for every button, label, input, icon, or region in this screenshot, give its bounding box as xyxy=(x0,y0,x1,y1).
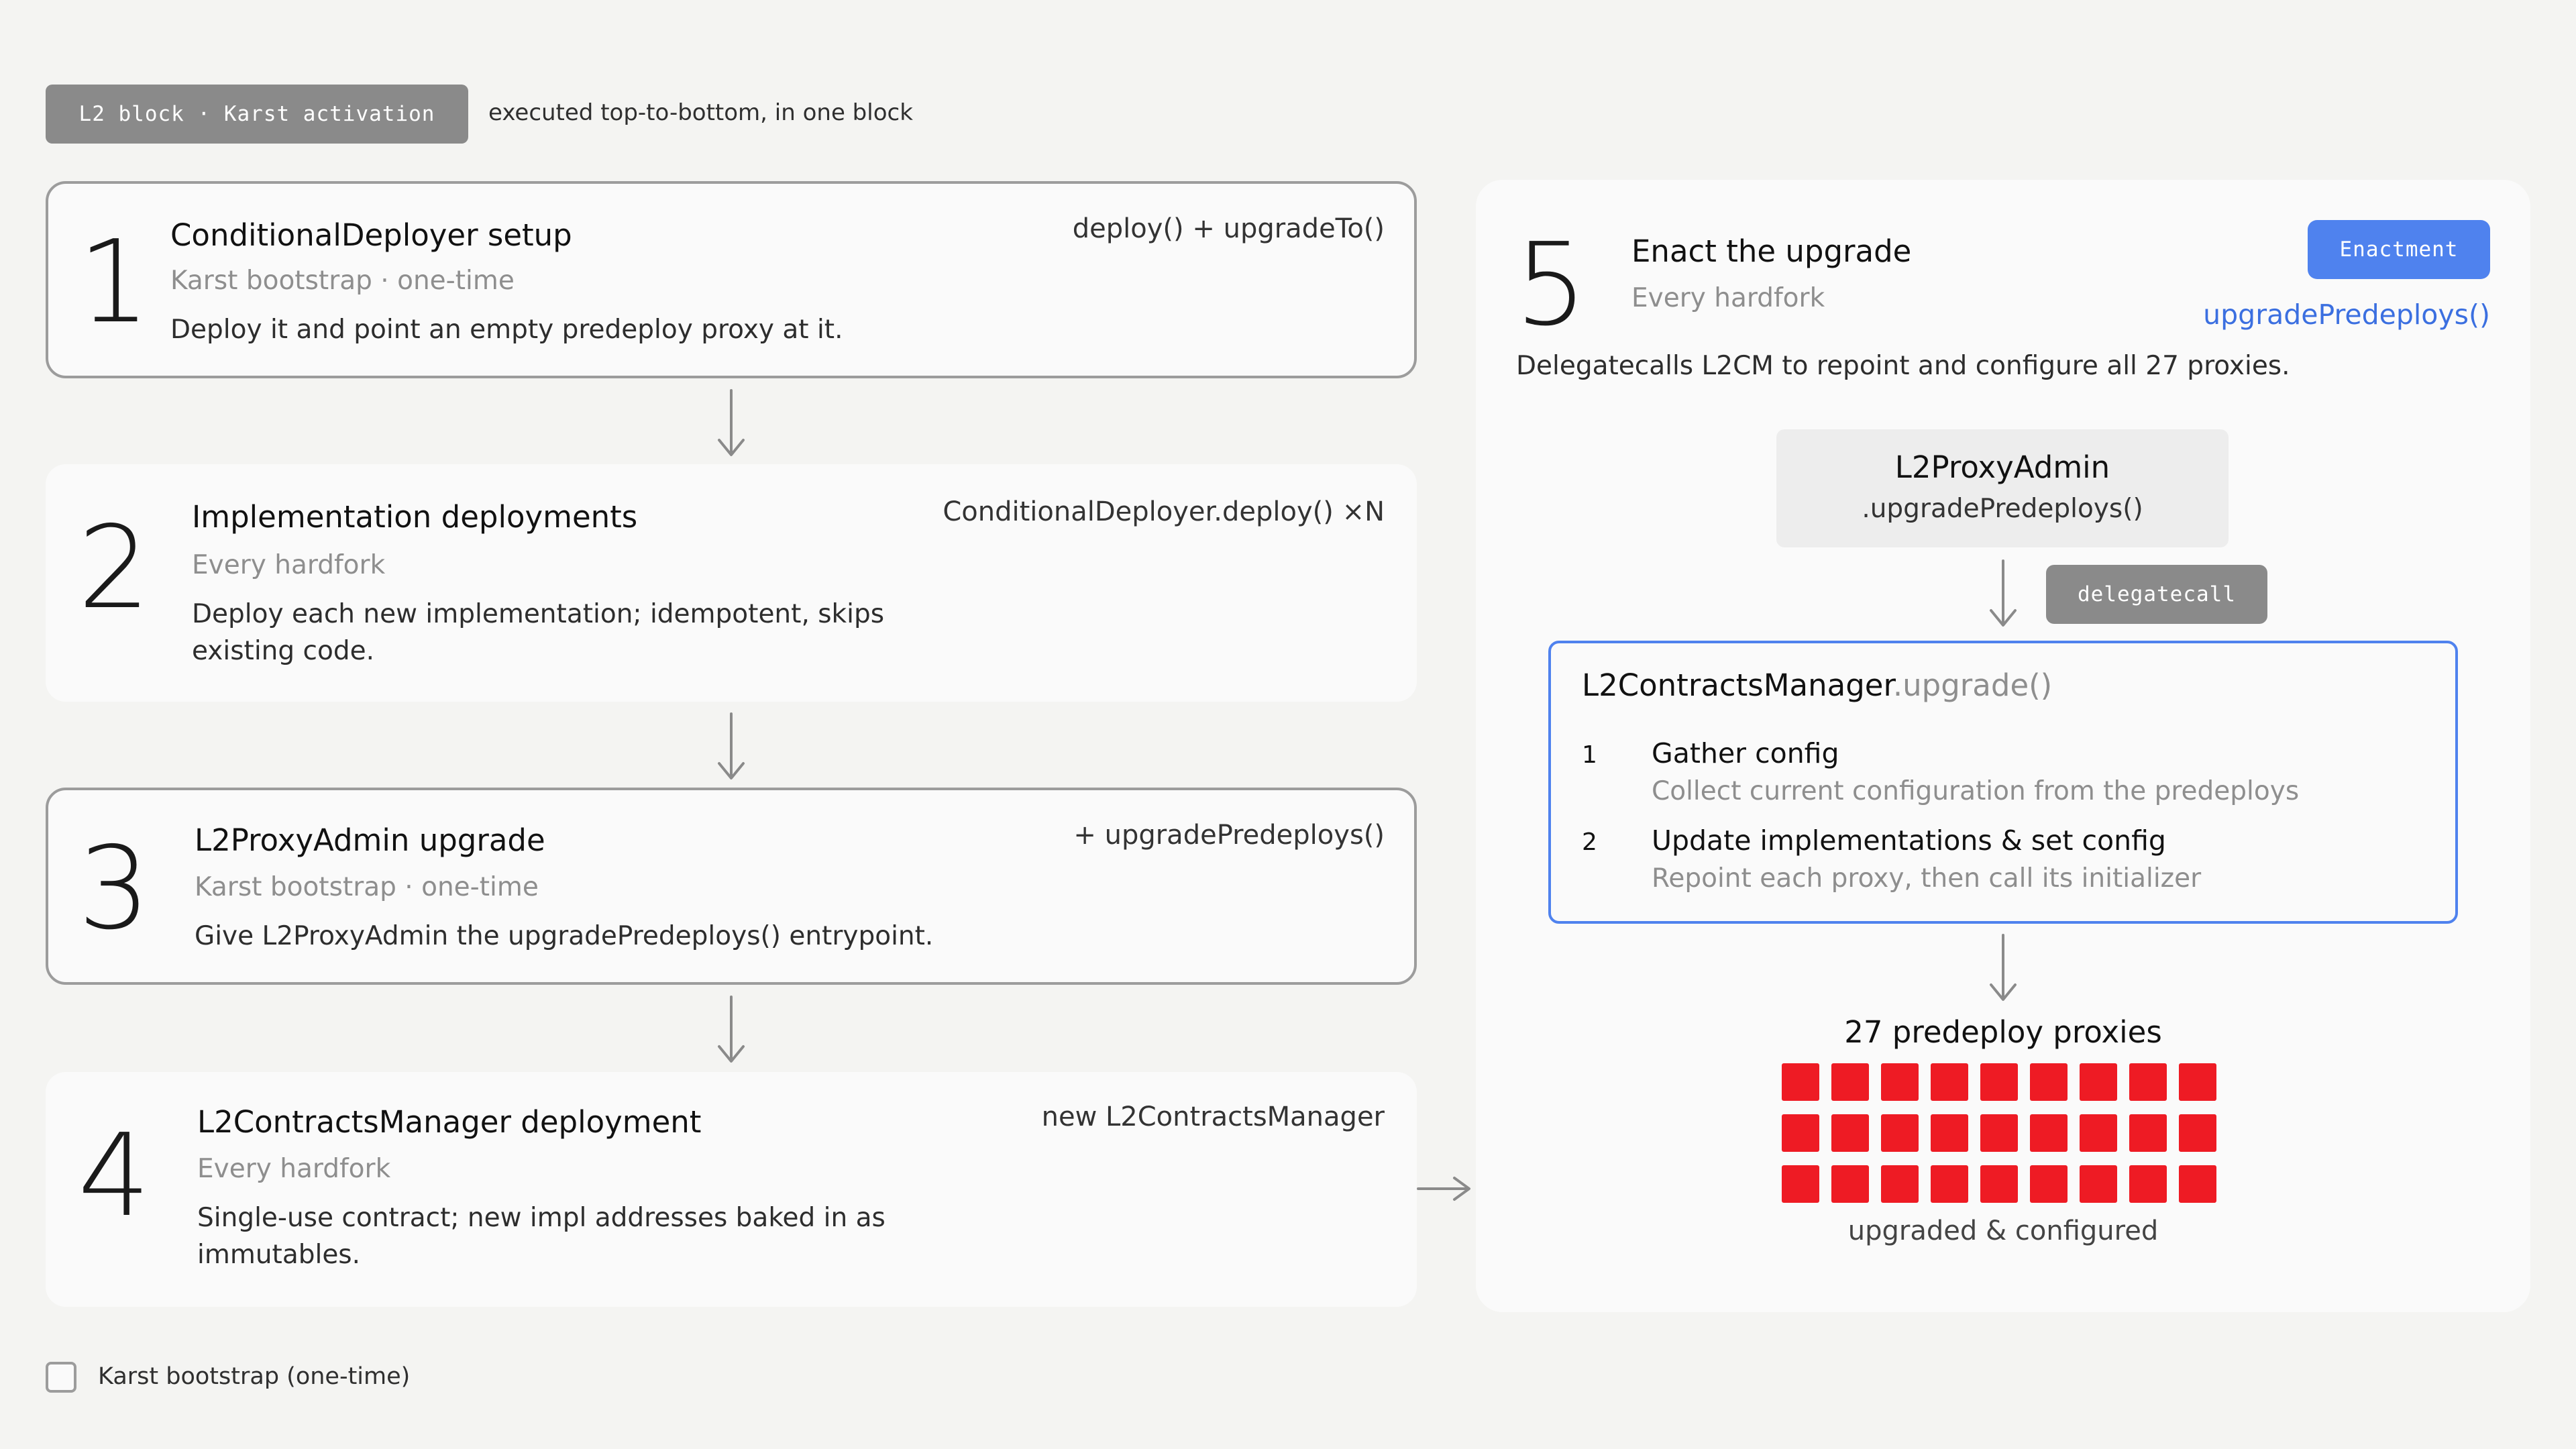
proxy-square xyxy=(2129,1063,2167,1101)
proxy-square xyxy=(1980,1165,2018,1203)
step-title: ConditionalDeployer setup xyxy=(170,217,572,253)
proxy-square xyxy=(1782,1114,1819,1152)
right-arrow-icon xyxy=(1414,1173,1473,1205)
proxy-square xyxy=(2129,1114,2167,1152)
execution-note: executed top-to-bottom, in one block xyxy=(488,99,913,126)
step-kind: Karst bootstrap · one-time xyxy=(170,266,515,296)
down-arrow-icon xyxy=(711,994,751,1068)
step-description: Give L2ProxyAdmin the upgradePredeploys() entrypoint. xyxy=(195,921,934,951)
step-title: L2ProxyAdmin upgrade xyxy=(195,822,545,858)
proxy-square xyxy=(1980,1063,2018,1101)
manager-step-title: Update implementations & set config xyxy=(1652,824,2166,857)
proxy-square xyxy=(2030,1165,2068,1203)
proxy-square xyxy=(2080,1114,2117,1152)
step-number: 4 xyxy=(78,1110,151,1242)
step-card-1 xyxy=(46,181,1417,378)
step-description: Delegatecalls L2CM to repoint and configure all 27 proxies. xyxy=(1516,351,2290,381)
proxy-square xyxy=(2080,1063,2117,1101)
proxy-square xyxy=(1931,1114,1968,1152)
step-kind: Karst bootstrap · one-time xyxy=(195,872,539,902)
proxy-square xyxy=(2030,1114,2068,1152)
proxy-square xyxy=(1881,1114,1919,1152)
proxy-square xyxy=(1980,1114,2018,1152)
proxy-square xyxy=(2129,1165,2167,1203)
manager-step-number: 1 xyxy=(1582,741,1597,769)
step-number: 3 xyxy=(78,822,151,955)
step-call: ConditionalDeployer.deploy() ×N xyxy=(943,496,1385,527)
proxy-admin-box xyxy=(1776,429,2229,547)
proxy-admin-title: L2ProxyAdmin xyxy=(1894,449,2110,485)
step-description: Single-use contract; new impl addresses baked in as immutables. xyxy=(197,1203,885,1270)
proxy-square xyxy=(1881,1063,1919,1101)
step-kind: Every hardfork xyxy=(197,1154,391,1184)
step-title: Implementation deployments xyxy=(192,499,638,535)
down-arrow-icon xyxy=(1983,932,2023,1006)
contracts-manager-box xyxy=(1548,641,2458,924)
step-card-4 xyxy=(46,1072,1417,1307)
proxy-square xyxy=(1881,1165,1919,1203)
proxy-square xyxy=(2179,1114,2216,1152)
enactment-call: upgradePredeploys() xyxy=(2203,299,2490,331)
step-title: L2ContractsManager deployment xyxy=(197,1104,702,1140)
delegatecall-tag: delegatecall xyxy=(2046,565,2267,624)
legend-swatch xyxy=(46,1362,76,1393)
manager-step-number: 2 xyxy=(1582,828,1597,856)
step-call: deploy() + upgradeTo() xyxy=(1072,213,1385,244)
proxy-square xyxy=(1931,1165,1968,1203)
contracts-manager-title xyxy=(1582,667,2052,703)
proxy-grid xyxy=(1782,1063,2222,1203)
proxy-square xyxy=(2030,1063,2068,1101)
proxy-square xyxy=(1931,1063,1968,1101)
step-kind: Every hardfork xyxy=(1631,283,1825,313)
proxy-square xyxy=(1782,1063,1819,1101)
proxy-square xyxy=(2179,1063,2216,1101)
block-tag: L2 block · Karst activation xyxy=(46,85,468,144)
legend-label: Karst bootstrap (one-time) xyxy=(98,1363,411,1390)
proxy-square xyxy=(1782,1165,1819,1203)
manager-step-detail: Repoint each proxy, then call its initializer xyxy=(1652,863,2202,894)
manager-step-detail: Collect current configuration from the predeploys xyxy=(1652,776,2300,806)
proxies-caption: upgraded & configured xyxy=(1847,1216,2159,1246)
down-arrow-icon xyxy=(711,388,751,462)
step-card-2 xyxy=(46,464,1417,702)
contracts-manager-name: L2ContractsManager xyxy=(1582,667,1893,703)
step-title: Enact the upgrade xyxy=(1631,233,1912,269)
step-call: + upgradePredeploys() xyxy=(1073,820,1385,851)
step-number: 5 xyxy=(1515,219,1588,352)
step-card-3 xyxy=(46,788,1417,985)
proxy-square xyxy=(2179,1165,2216,1203)
step-number: 1 xyxy=(78,216,151,349)
enactment-badge: Enactment xyxy=(2308,220,2490,279)
step-number: 2 xyxy=(78,502,151,635)
proxies-label: 27 predeploy proxies xyxy=(1844,1014,2162,1050)
proxy-square xyxy=(1831,1165,1869,1203)
proxy-square xyxy=(1831,1063,1869,1101)
manager-step-title: Gather config xyxy=(1652,737,1839,769)
contracts-manager-method: .upgrade() xyxy=(1892,667,2053,703)
down-arrow-icon xyxy=(1983,558,2023,632)
step-description: Deploy each new implementation; idempotent, skips existing code. xyxy=(192,599,885,666)
down-arrow-icon xyxy=(711,711,751,785)
proxy-square xyxy=(2080,1165,2117,1203)
proxy-square xyxy=(1831,1114,1869,1152)
step-call: new L2ContractsManager xyxy=(1041,1102,1385,1132)
step-kind: Every hardfork xyxy=(192,550,386,580)
proxy-admin-method: .upgradePredeploys() xyxy=(1862,494,2143,524)
step-description: Deploy it and point an empty predeploy proxy at it. xyxy=(170,315,843,345)
